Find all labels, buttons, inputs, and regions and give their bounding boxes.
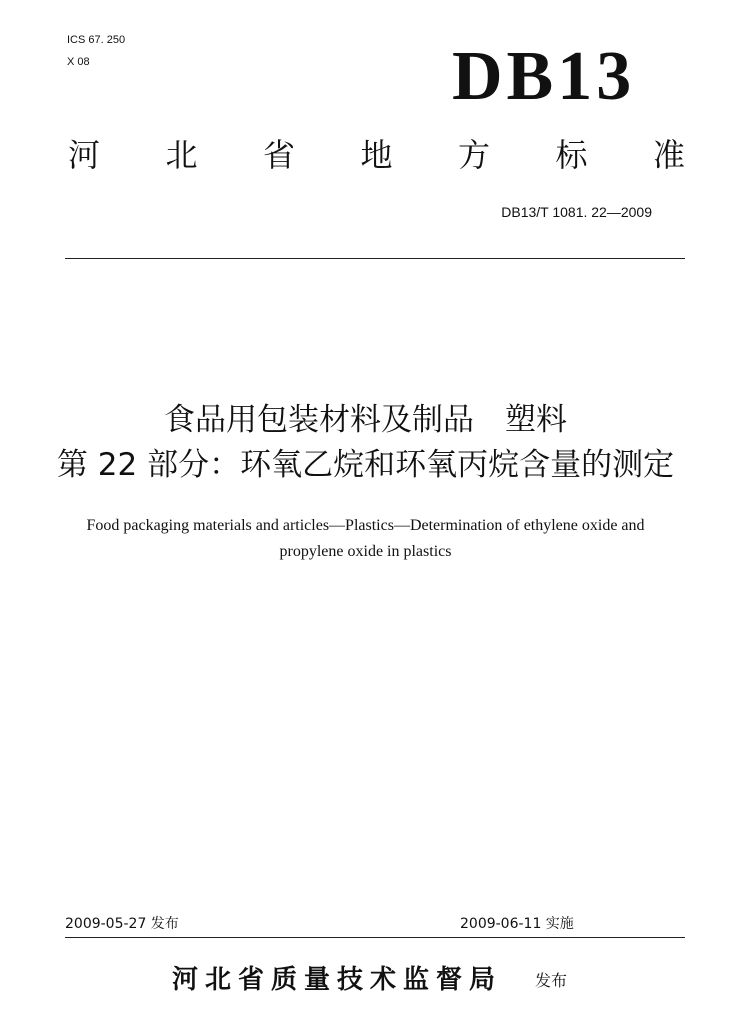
issuing-action: 发布 [535,971,568,990]
standard-mark: DB13 [452,38,636,115]
header-divider [65,258,685,259]
footer-divider [65,937,685,938]
implementation-date: 2009-06-11 实施 [460,916,574,932]
ics-code: ICS 67. 250 [67,34,126,46]
issuing-authority: 河北省质量技术监督局 [172,965,503,995]
english-title-line-2: propylene oxide in plastics [279,543,452,560]
issue-date: 2009-05-27 发布 [65,916,179,932]
english-title-line-1: Food packaging materials and articles—Plastics—Determination of ethylene oxide and [86,517,645,534]
chinese-title-line-2: 第 22 部分：环氧乙烷和环氧丙烷含量的测定 [56,447,675,483]
standard-number: DB13/T 1081. 22—2009 [501,204,652,220]
chinese-title-line-1: 食品用包装材料及制品 塑料 [164,402,567,438]
ccs-code: X 08 [67,56,90,68]
standard-type-heading: 河 北 省 地 方 标 准 [68,136,685,174]
